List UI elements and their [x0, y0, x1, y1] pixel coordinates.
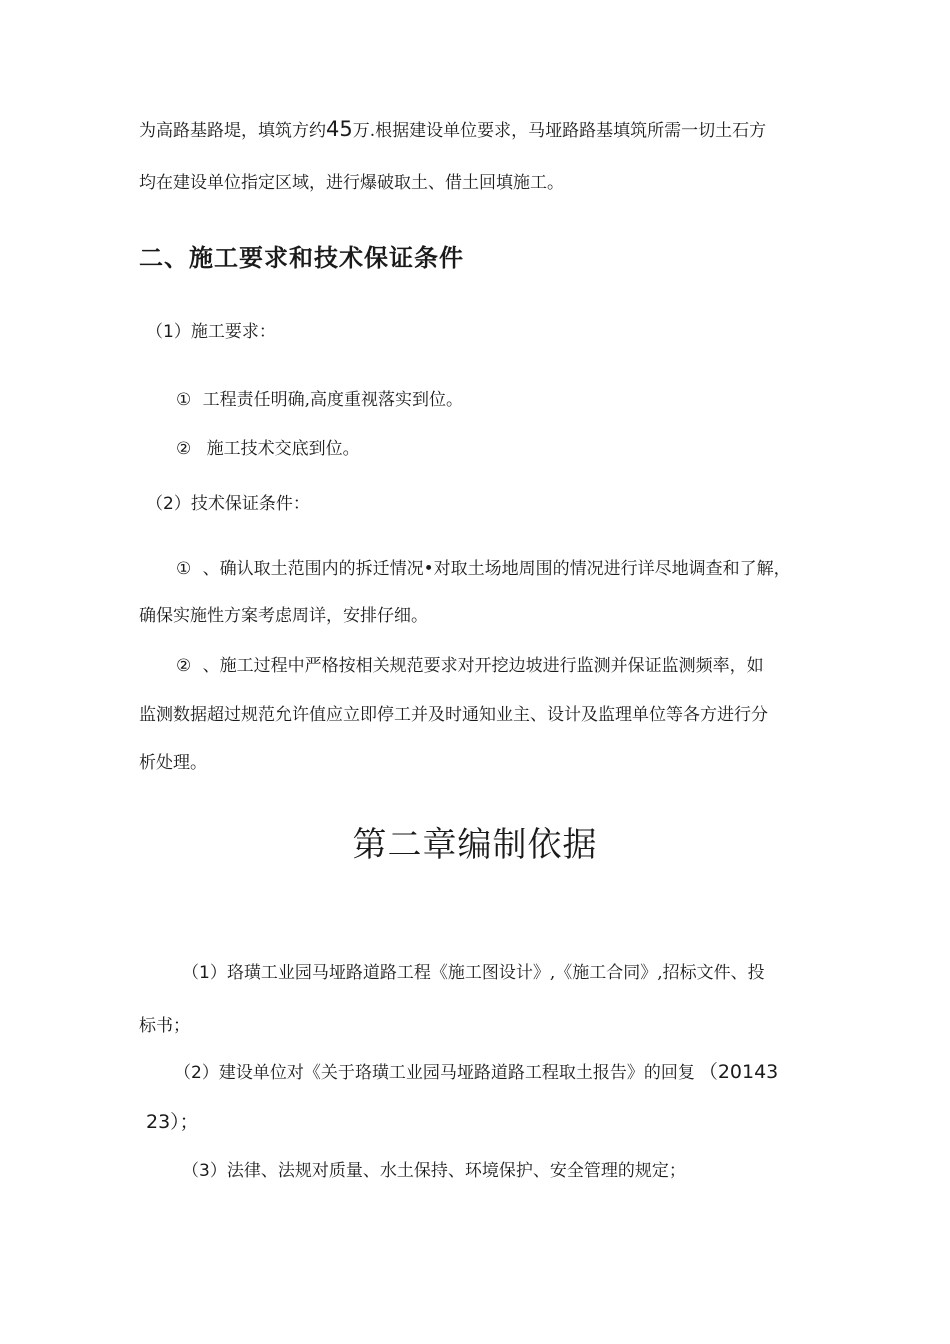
item2-point-1-line-2: 确保实施性方案考虑周详，安排仔细。 [139, 606, 428, 626]
basis-item-2-number: （20143 [698, 1061, 779, 1083]
basis-item-1-line-1 [182, 961, 765, 985]
item2-heading [146, 492, 310, 516]
point-marker: ② [176, 656, 192, 676]
intro-line-1-number: 45 [326, 117, 353, 141]
basis-item-2-line-1 [174, 1060, 778, 1085]
item2-point-2-line-1 [176, 654, 764, 678]
intro-line-1-pre: 为高路基路堤，填筑方约 [139, 121, 326, 141]
point-text: 、确认取土范围内的拆迁情况•对取土场地周围的情况进行详尽地调查和了解， [202, 559, 791, 579]
basis-item-2-text: 建设单位对《关于珞璜工业园马垭路道路工程取土报告》的回复 [218, 1063, 695, 1083]
point-marker: ① [176, 390, 192, 410]
item1-point-2 [176, 437, 360, 461]
basis-item-3-text: 法律、法规对质量、水土保持、环境保护、安全管理的规定； [226, 1161, 686, 1181]
point-marker: ② [176, 439, 192, 459]
item2-marker: （2） [146, 494, 191, 514]
basis-item-1-text: 珞璜工业园马垭路道路工程《施工图设计》,《施工合同》,招标文件、投 [226, 963, 765, 983]
item2-point-2-line-2: 监测数据超过规范允许值应立即停工并及时通知业主、设计及监理单位等各方进行分 [139, 705, 768, 725]
point-text: 工程责任明确,高度重视落实到位。 [202, 390, 464, 410]
basis-item-1-marker: （1） [182, 963, 227, 983]
basis-item-2-marker: （2） [174, 1063, 219, 1083]
item1-marker: （1） [146, 322, 191, 342]
point-text: 施工技术交底到位。 [206, 439, 360, 459]
intro-line-1-post: 万.根据建设单位要求，马垭路路基填筑所需一切土石方 [352, 121, 767, 141]
basis-item-3-line-1 [182, 1159, 686, 1183]
intro-line-2: 均在建设单位指定区域，进行爆破取土、借土回填施工。 [139, 173, 564, 193]
item2-title: 技术保证条件： [190, 494, 310, 514]
item1-heading [146, 320, 276, 344]
basis-item-1-line-2: 标书； [139, 1016, 190, 1036]
item1-point-1 [176, 388, 463, 412]
chapter-title: 第二章编制依据 [352, 825, 598, 865]
basis-item-2-line-2: 23）； [146, 1111, 199, 1133]
basis-item-3-marker: （3） [182, 1161, 227, 1181]
item2-point-1-line-1 [176, 557, 791, 581]
intro-line-1 [139, 117, 766, 143]
item1-title: 施工要求： [190, 322, 276, 342]
point-marker: ① [176, 559, 192, 579]
item2-point-2-line-3: 析处理。 [139, 753, 207, 773]
section-heading: 二、施工要求和技术保证条件 [139, 244, 464, 272]
point-text: 、施工过程中严格按相关规范要求对开挖边坡进行监测并保证监测频率，如 [202, 656, 764, 676]
